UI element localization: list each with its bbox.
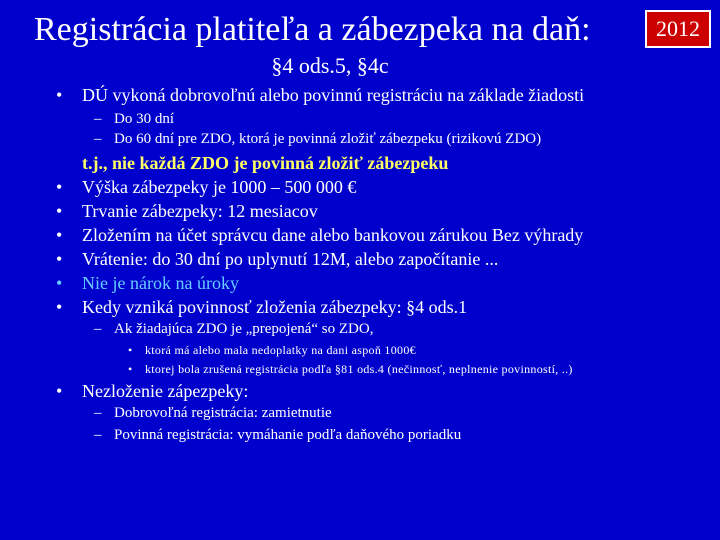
bullet-icon: • <box>56 225 63 245</box>
dash-icon: – <box>94 427 102 443</box>
bullet-text: Kedy vzniká povinnosť zloženia zábezpeky: §4 ods.1 <box>82 297 468 317</box>
dash-icon: – <box>94 111 102 127</box>
bullet-text: DÚ vykoná dobrovoľnú alebo povinnú registráciu na základe žiadosti <box>82 85 585 105</box>
bullet-icon: • <box>56 297 63 317</box>
bullet-text: Trvanie zábezpeky: 12 mesiacov <box>82 201 318 221</box>
bullet-icon: • <box>56 249 63 269</box>
bullet-icon: • <box>56 381 63 401</box>
sub-bullet-text: Povinná registrácia: vymáhanie podľa daňového poriadku <box>114 427 462 443</box>
bullet-item <box>56 224 584 246</box>
bullet-icon: • <box>56 201 63 221</box>
bullet-icon: • <box>128 343 133 357</box>
bullet-text: Zložením na účet správcu dane alebo bankovou zárukou Bez výhrady <box>82 225 584 245</box>
sub-bullet-item <box>94 426 462 445</box>
sub-bullet-item <box>94 110 174 129</box>
bullet-item <box>56 380 249 402</box>
bullet-text: Výška zábezpeky je 1000 – 500 000 € <box>82 177 357 197</box>
bullet-icon: • <box>56 85 63 105</box>
sub-sub-bullet-text: ktorej bola zrušená registrácia podľa §81 ods.4 (nečinnosť, neplnenie povinností, ..) <box>145 362 573 376</box>
slide-title: Registrácia platiteľa a zábezpeka na daň: <box>34 11 591 48</box>
bullet-item <box>56 176 357 198</box>
sub-sub-bullet-item <box>128 343 416 358</box>
sub-sub-bullet-item <box>128 362 573 377</box>
dash-icon: – <box>94 405 102 421</box>
slide-subtitle: §4 ods.5, §4c <box>271 53 389 78</box>
bullet-text: Nezloženie zápezpeky: <box>82 381 249 401</box>
bullet-item <box>56 248 499 270</box>
sub-bullet-text: Do 60 dní pre ZDO, ktorá je povinná zložiť zábezpeku (rizikovú ZDO) <box>114 131 542 147</box>
sub-bullet-text: Ak žiadajúca ZDO je „prepojená“ so ZDO, <box>114 321 374 337</box>
emphasis-line: t.j., nie každá ZDO je povinná zložiť zábezpeku <box>82 153 449 173</box>
bullet-item <box>56 296 468 318</box>
dash-icon: – <box>94 131 102 147</box>
sub-bullet-text: Dobrovoľná registrácia: zamietnutie <box>114 405 332 421</box>
sub-bullet-text: Do 30 dní <box>114 111 174 127</box>
bullet-icon: • <box>56 273 63 293</box>
sub-bullet-item <box>94 320 374 339</box>
bullet-text: Vrátenie: do 30 dní po uplynutí 12M, alebo započítanie ... <box>82 249 499 269</box>
bullet-item <box>56 84 585 106</box>
bullet-icon: • <box>128 362 133 376</box>
bullet-text: Nie je nárok na úroky <box>82 273 239 293</box>
bullet-icon: • <box>56 177 63 197</box>
sub-sub-bullet-text: ktorá má alebo mala nedoplatky na dani aspoň 1000€ <box>145 343 416 357</box>
sub-bullet-item <box>94 404 332 423</box>
sub-bullet-item <box>94 130 542 149</box>
bullet-item <box>56 200 318 222</box>
dash-icon: – <box>94 321 102 337</box>
year-badge: 2012 <box>645 10 711 48</box>
bullet-item-highlight <box>56 272 239 294</box>
